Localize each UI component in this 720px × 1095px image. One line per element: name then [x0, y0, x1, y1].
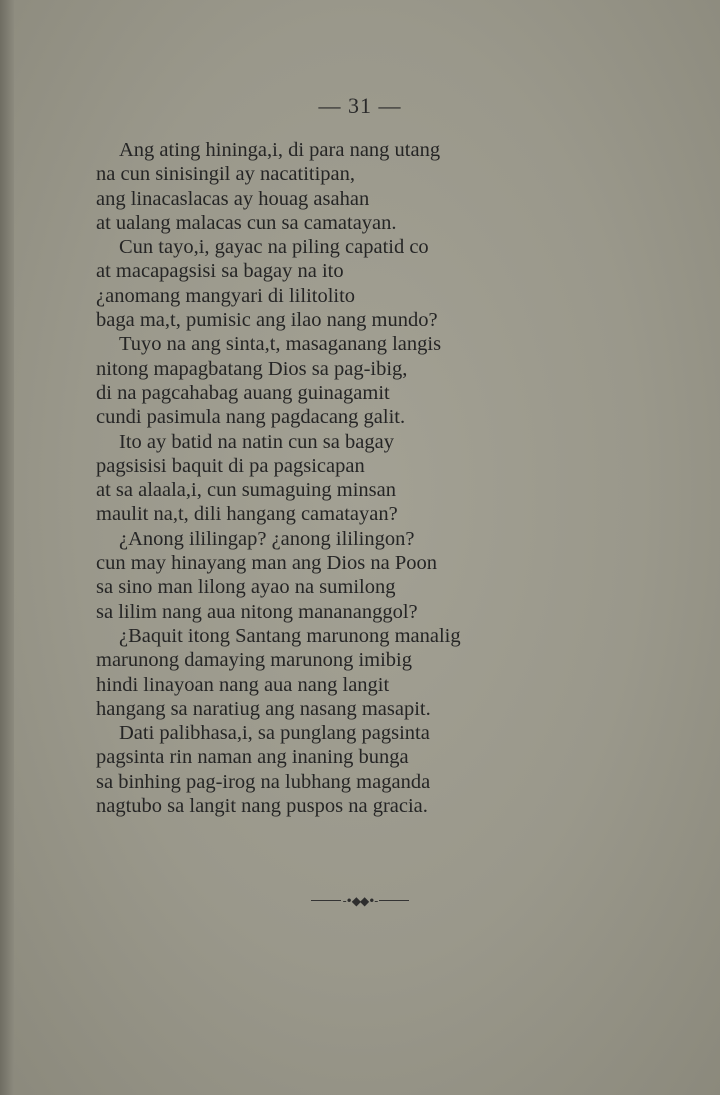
- poem-line: Ito ay batid na natin cun sa bagay: [119, 430, 394, 453]
- poem-line: sa binhing pag-irog na lubhang maganda: [96, 770, 431, 793]
- poem-line: hangang sa naratiug ang nasang masapit.: [96, 697, 431, 720]
- page-binding-edge: [0, 0, 14, 1095]
- poem-line: ¿Anong ililingap? ¿anong ililingon?: [119, 527, 415, 550]
- poem-line: Tuyo na ang sinta,t, masaganang langis: [119, 333, 442, 356]
- poem-line: at macapagsisi sa bagay na ito: [96, 260, 344, 283]
- poem-text: [96, 138, 596, 818]
- poem-line: cun may hinayang man ang Dios na Poon: [96, 552, 438, 575]
- poem-line: Dati palibhasa,i, sa punglang pagsinta: [119, 722, 430, 745]
- page-number: — 31 —: [318, 93, 402, 118]
- poem-line: Ang ating hininga,i, di para nang utang: [119, 139, 441, 161]
- poem-line: nagtubo sa langit nang puspos na gracia.: [96, 795, 428, 818]
- poem-line: ang linacaslacas ay houag asahan: [96, 187, 370, 210]
- poem-line: pagsisisi baquit di pa pagsicapan: [96, 454, 365, 477]
- ornament-mark: -•◆◆•-: [342, 893, 378, 908]
- poem-line: at sa alaala,i, cun sumaguing minsan: [96, 479, 397, 502]
- ornament-divider: [0, 893, 720, 908]
- poem-line: nitong mapagbatang Dios sa pag-ibig,: [96, 357, 408, 380]
- poem-line: sa lilim nang aua nitong manananggol?: [96, 600, 418, 623]
- poem-line: baga ma,t, pumisic ang ilao nang mundo?: [96, 309, 438, 332]
- ornament-rule-left: [311, 900, 341, 901]
- poem-line: ¿Baquit itong Santang marunong manalig: [119, 624, 461, 647]
- poem-line: at ualang malacas cun sa camatayan.: [96, 211, 397, 234]
- poem-line: Cun tayo,i, gayac na piling capatid co: [119, 236, 429, 259]
- ornament-rule-right: [379, 900, 409, 901]
- poem-line: pagsinta rin naman ang inaning bunga: [96, 746, 409, 769]
- poem-line: hindi linayoan nang aua nang langit: [96, 673, 390, 696]
- poem-line: ¿anomang mangyari di lilitolito: [96, 284, 356, 307]
- poem-line: marunong damaying marunong imibig: [96, 649, 412, 672]
- poem-line: sa sino man lilong ayao na sumilong: [96, 576, 396, 599]
- poem-line: cundi pasimula nang pagdacang galit.: [96, 406, 406, 429]
- poem-line: maulit na,t, dili hangang camatayan?: [96, 503, 398, 526]
- poem-line: di na pagcahabag auang guinagamit: [96, 381, 390, 404]
- poem-line: na cun sinisingil ay nacatitipan,: [96, 163, 356, 186]
